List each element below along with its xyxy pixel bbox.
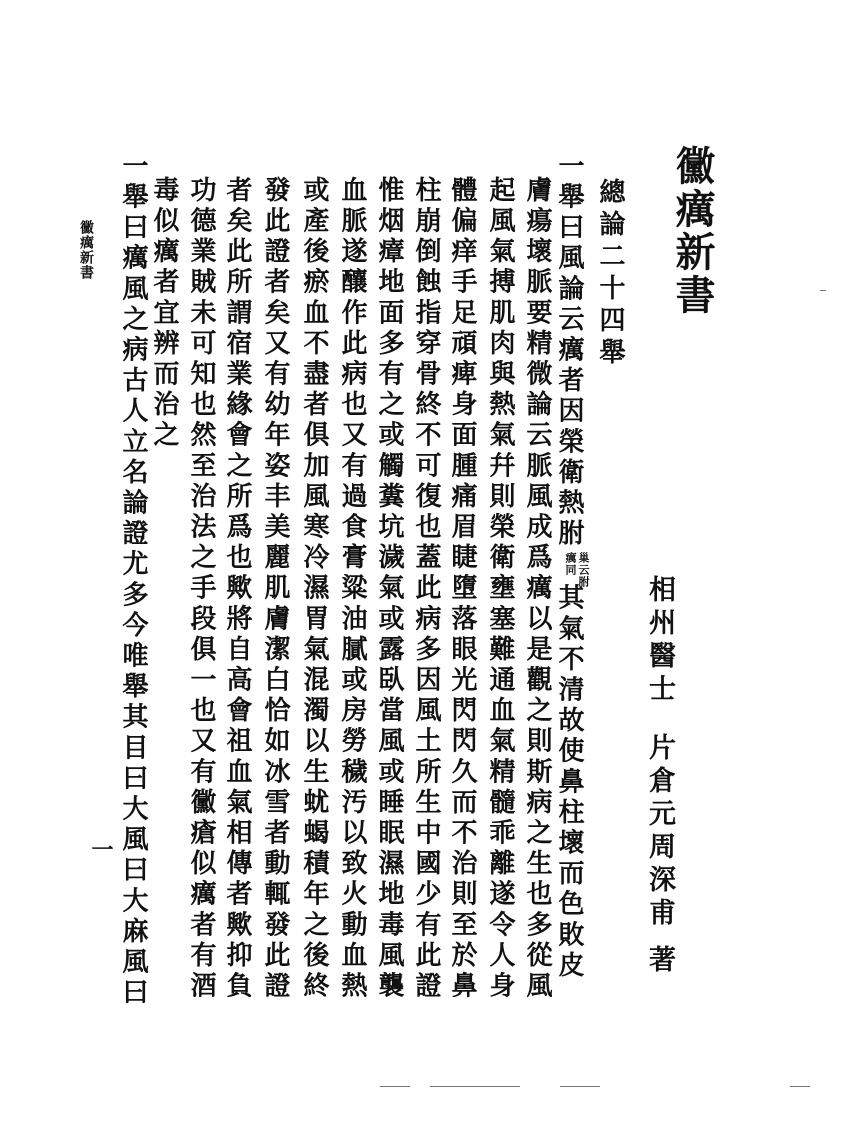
text-column: 體偏痒手足頑痺身面腫痛眉睫墮落眼光閃閃久而不治則至於鼻: [447, 176, 477, 1003]
author-role: 著: [644, 945, 675, 978]
annotation-note: [563, 551, 590, 588]
scan-noise: [820, 290, 826, 291]
scan-noise: [790, 1086, 810, 1087]
text-column: [554, 152, 589, 982]
scan-noise: [380, 1086, 410, 1087]
book-title: 黴癘新書: [669, 145, 716, 317]
page-number: 一: [88, 838, 114, 865]
note-line: 癘同: [564, 551, 577, 576]
margin-book-title: 黴癘新書: [78, 220, 94, 280]
text-column: 柱崩倒蝕指穿骨終不可復也蓋此病多因風土所生中國少有此證: [411, 176, 441, 1003]
text-column: 惟烟瘴地面多有之或觸糞坑濊氣或露臥當風或睡眠濕地毒風襲: [374, 176, 404, 1003]
section-heading: 總論二十四舉: [595, 178, 625, 370]
scan-noise: [430, 1086, 520, 1087]
text-column: 或產後瘀血不盡者俱加風寒冷濕胃氣混濁以生蚘蝎積年之後終: [299, 176, 329, 1003]
text-column: 毒似癘者宜辨而治之: [149, 176, 179, 452]
text-column: 膚瘍壞脈要精微論云脈風成爲癘以是觀之則斯病之生也多從風: [522, 176, 552, 1003]
text-column: 功德業賊未可知也然至治法之手段俱一也又有黴瘡似癘者有酒: [186, 176, 216, 1003]
text-column: 一舉曰癘風之病古人立名論證尤多今唯舉其目曰大風曰大麻風曰: [118, 152, 148, 1009]
text-segment: 一舉曰風論云癘者因榮衛熱胕: [554, 152, 584, 550]
author-name: 片倉元周深甫: [644, 733, 675, 931]
note-line: 巢云胕: [577, 551, 590, 588]
text-column: 起風氣搏肌肉與熱氣幷則榮衛壅塞難通血氣精髓乖離遂令人身: [485, 176, 515, 1003]
text-column: 血脈遂釀作此病也又有過食膏粱油膩或房勞穢汚以致火動血熱: [337, 176, 367, 1003]
text-column: 者矣此所謂宿業緣會之所爲也歟將自高會祖血氣相傳者歟抑負: [222, 176, 252, 1003]
author-title: 相州醫士: [644, 575, 675, 707]
text-column: 發此證者矣又有幼年姿丰美麗肌膚潔白恰如冰雪者動輒發此證: [260, 176, 290, 1003]
text-segment: 其氣不清故使鼻柱壞而色敗皮: [554, 583, 584, 982]
scan-noise: [560, 1086, 600, 1087]
